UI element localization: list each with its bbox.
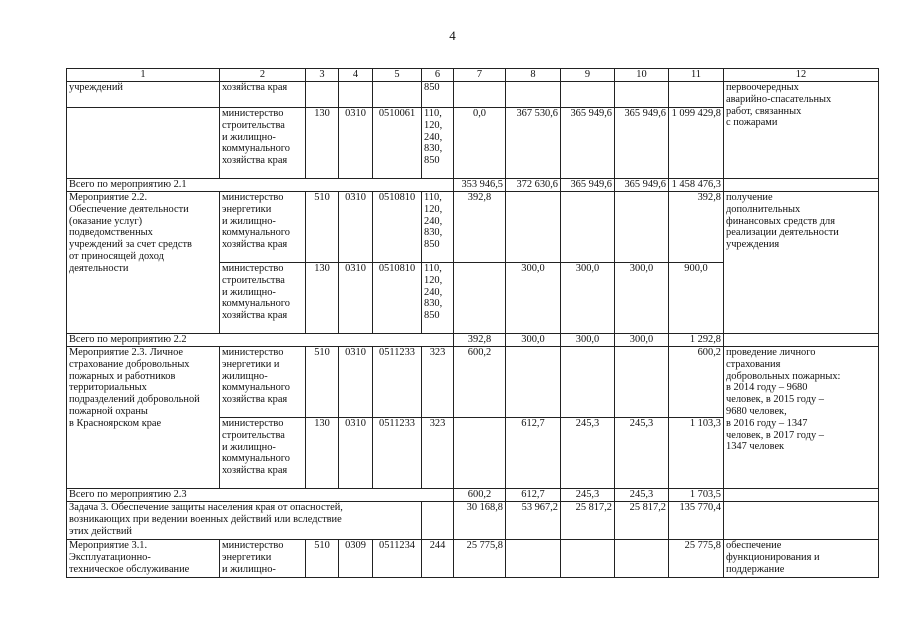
amount-cell: 365 949,6 — [615, 179, 669, 192]
amount-cell: 612,7 — [506, 489, 561, 502]
amount-cell: 300,0 — [561, 334, 615, 347]
code-cell: 850 — [422, 82, 454, 108]
amount-cell: 612,7 — [506, 418, 561, 489]
amount-cell: 1 103,3 — [669, 418, 724, 489]
total-label: Всего по мероприятию 2.2 — [67, 334, 454, 347]
code-cell: 323 — [422, 347, 454, 418]
total-row — [67, 179, 879, 192]
amount-cell: 392,8 — [454, 192, 506, 263]
header-cell: 7 — [454, 69, 506, 82]
amount-cell: 367 530,6 — [506, 108, 561, 179]
amount-cell: 1 703,5 — [669, 489, 724, 502]
amount-cell: 365 949,6 — [561, 108, 615, 179]
executor-cell: министерство строительства и жилищно- коммунального хозяйства края — [220, 108, 306, 179]
amount-cell: 25 817,2 — [561, 502, 615, 540]
amount-cell: 30 168,8 — [454, 502, 506, 540]
amount-cell: 353 946,5 — [454, 179, 506, 192]
amount-cell: 392,8 — [454, 334, 506, 347]
amount-cell: 245,3 — [561, 418, 615, 489]
task-label: Задача 3. Обеспечение защиты населения края от опасностей, возникающих при ведении военных действий или вследствие этих действий — [67, 502, 422, 540]
measure-cell: Мероприятие 2.3. Личное страхование добровольных пожарных и работников территориальных подразделений добровольной пожарной охраны в Красноярском крае — [67, 347, 220, 489]
code-cell: 0511233 — [373, 347, 422, 418]
code-cell: 0511233 — [373, 418, 422, 489]
total-label: Всего по мероприятию 2.1 — [67, 179, 454, 192]
amount-cell: 135 770,4 — [669, 502, 724, 540]
amount-cell: 245,3 — [615, 418, 669, 489]
header-cell: 10 — [615, 69, 669, 82]
code-cell: 0310 — [339, 108, 373, 179]
amount-cell: 365 949,6 — [561, 179, 615, 192]
executor-cell: министерство энергетики и жилищно- коммунального хозяйства края — [220, 192, 306, 263]
task-row — [67, 502, 879, 540]
result-cell: получение дополнительных финансовых средств для реализации деятельности учреждения — [724, 192, 879, 334]
amount-cell: 1 458 476,3 — [669, 179, 724, 192]
header-cell: 12 — [724, 69, 879, 82]
code-cell: 0511234 — [373, 540, 422, 578]
code-cell: 110, 120, 240, 830, 850 — [422, 263, 454, 334]
header-cell: 11 — [669, 69, 724, 82]
amount-cell: 245,3 — [615, 489, 669, 502]
header-cell: 1 — [67, 69, 220, 82]
amount-cell: 372 630,6 — [506, 179, 561, 192]
amount-cell: 365 949,6 — [615, 108, 669, 179]
code-cell: 244 — [422, 540, 454, 578]
code-cell: 0310 — [339, 263, 373, 334]
code-cell: 110, 120, 240, 830, 850 — [422, 108, 454, 179]
header-cell: 9 — [561, 69, 615, 82]
code-cell: 323 — [422, 418, 454, 489]
amount-cell: 1 292,8 — [669, 334, 724, 347]
total-row — [67, 489, 879, 502]
executor-cell: министерство энергетики и жилищно- коммунального хозяйства края — [220, 347, 306, 418]
header-cell: 4 — [339, 69, 373, 82]
result-cell: первоочередных аварийно-спасательных работ, связанных с пожарами — [724, 82, 879, 179]
executor-cell: министерство строительства и жилищно- коммунального хозяйства края — [220, 418, 306, 489]
code-cell: 130 — [306, 263, 339, 334]
amount-cell: 25 817,2 — [615, 502, 669, 540]
amount-cell: 245,3 — [561, 489, 615, 502]
total-row — [67, 334, 879, 347]
table-row — [67, 540, 879, 578]
amount-cell: 600,2 — [454, 489, 506, 502]
amount-cell: 300,0 — [506, 334, 561, 347]
code-cell: 510 — [306, 192, 339, 263]
code-cell: 0309 — [339, 540, 373, 578]
amount-cell: 900,0 — [669, 263, 724, 334]
table-row — [67, 347, 879, 418]
amount-cell: 300,0 — [615, 334, 669, 347]
header-cell: 6 — [422, 69, 454, 82]
code-cell: 0310 — [339, 418, 373, 489]
code-cell: 0510810 — [373, 192, 422, 263]
amount-cell: 300,0 — [615, 263, 669, 334]
amount-cell: 600,2 — [454, 347, 506, 418]
amount-cell: 300,0 — [506, 263, 561, 334]
result-cell: обеспечение функционирования и поддержание — [724, 540, 879, 578]
amount-cell: 25 775,8 — [669, 540, 724, 578]
amount-cell: 600,2 — [669, 347, 724, 418]
amount-cell: 0,0 — [454, 108, 506, 179]
code-cell: 130 — [306, 418, 339, 489]
budget-table — [66, 68, 879, 578]
total-label: Всего по мероприятию 2.3 — [67, 489, 454, 502]
table-row — [67, 192, 879, 263]
amount-cell: 53 967,2 — [506, 502, 561, 540]
header-cell: 8 — [506, 69, 561, 82]
code-cell: 510 — [306, 540, 339, 578]
header-cell: 2 — [220, 69, 306, 82]
measure-cell: Мероприятие 2.2. Обеспечение деятельности (оказание услуг) подведомственных учреждений за счет средств от приносящей доход деятельности — [67, 192, 220, 334]
page-number: 4 — [449, 28, 456, 43]
header-row — [67, 69, 879, 82]
code-cell: 510 — [306, 347, 339, 418]
code-cell: 0510810 — [373, 263, 422, 334]
amount-cell: 300,0 — [561, 263, 615, 334]
code-cell: 0510061 — [373, 108, 422, 179]
table-row — [67, 82, 879, 108]
executor-cell: хозяйства края — [220, 82, 306, 108]
result-cell: проведение личного страхования добровольных пожарных: в 2014 году – 9680 человек, в 2015 году – 9680 человек, в 2016 году – 1347 человек, в 2017 году – 1347 человек — [724, 347, 879, 489]
amount-cell: 1 099 429,8 — [669, 108, 724, 179]
code-cell: 0310 — [339, 192, 373, 263]
header-cell: 5 — [373, 69, 422, 82]
header-cell: 3 — [306, 69, 339, 82]
amount-cell: 25 775,8 — [454, 540, 506, 578]
code-cell: 110, 120, 240, 830, 850 — [422, 192, 454, 263]
code-cell: 130 — [306, 108, 339, 179]
code-cell: 0310 — [339, 347, 373, 418]
executor-cell: министерство энергетики и жилищно- — [220, 540, 306, 578]
amount-cell: 392,8 — [669, 192, 724, 263]
measure-cell: Мероприятие 3.1. Эксплуатационно- техническое обслуживание — [67, 540, 220, 578]
executor-cell: министерство строительства и жилищно- коммунального хозяйства края — [220, 263, 306, 334]
measure-cell: учреждений — [67, 82, 220, 108]
